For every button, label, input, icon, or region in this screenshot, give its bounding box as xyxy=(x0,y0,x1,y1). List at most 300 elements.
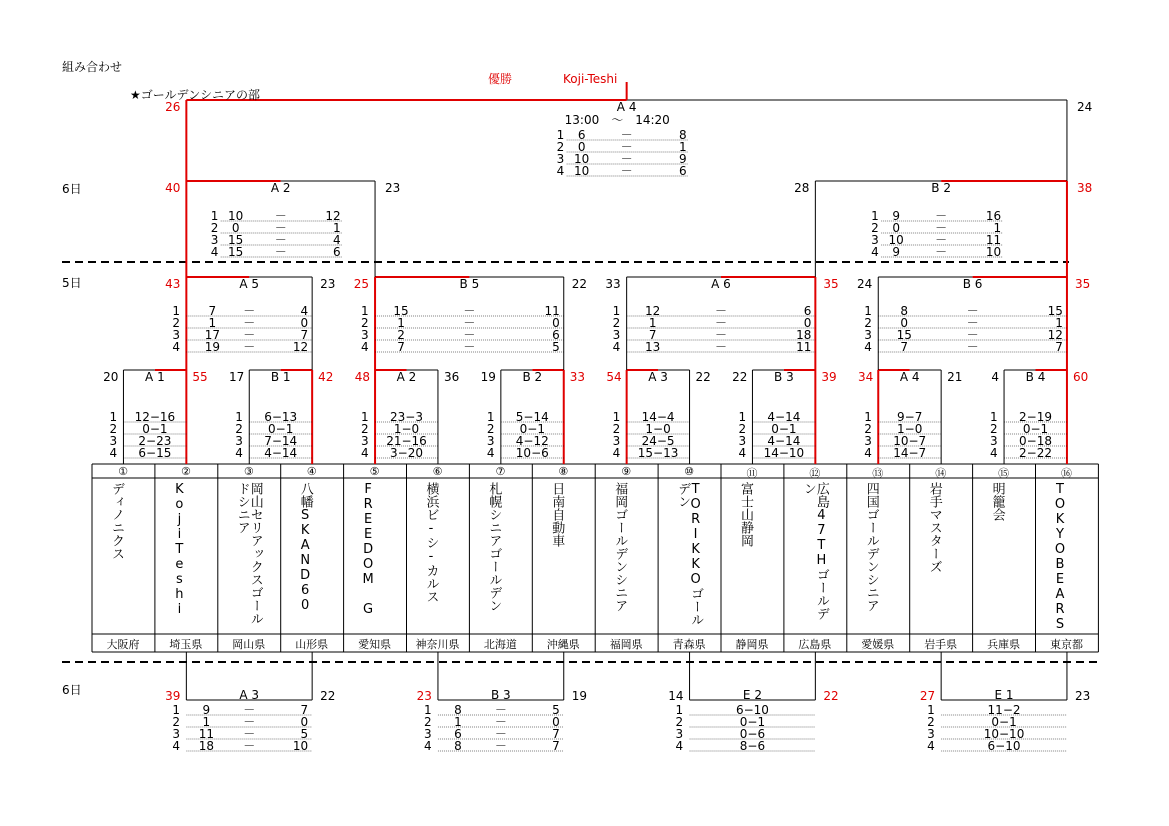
inning-score: 11 xyxy=(985,233,1002,247)
final-score-left: 26 xyxy=(165,100,181,114)
match-label: B 4 xyxy=(1025,370,1046,384)
inning-number: 1 xyxy=(486,410,495,424)
inning-score: 6 xyxy=(454,727,462,741)
team-number: ⑨ xyxy=(621,465,632,478)
inning-dash: － xyxy=(494,715,507,729)
inning-number: 1 xyxy=(612,304,621,318)
inning-number: 3 xyxy=(423,727,432,741)
team-prefecture: 静岡県 xyxy=(735,638,769,651)
inning-score: 1−0 xyxy=(393,422,420,436)
inning-number: 3 xyxy=(235,434,243,448)
inning-score: 6 xyxy=(552,328,560,342)
score-left: 43 xyxy=(165,277,181,291)
inning-score: 8 xyxy=(679,128,687,142)
team-prefecture: 大阪府 xyxy=(106,638,140,651)
inning-number: 1 xyxy=(361,410,369,424)
match-label: B 6 xyxy=(962,277,983,291)
team-prefecture: 青森県 xyxy=(672,638,706,651)
team-prefecture: 沖縄県 xyxy=(546,638,580,651)
inning-score: 0 xyxy=(231,221,240,235)
inning-score: 4−14 xyxy=(767,434,801,448)
inning-score: 10−6 xyxy=(515,446,549,460)
inning-number: 3 xyxy=(990,434,998,448)
score-right: 22 xyxy=(695,370,711,384)
inning-score: 12 xyxy=(325,209,341,223)
match-label: A 2 xyxy=(396,370,417,384)
inning-dash: － xyxy=(243,304,256,318)
inning-score: 12 xyxy=(645,304,661,318)
inning-dash: － xyxy=(620,140,633,154)
inning-number: 2 xyxy=(927,715,935,729)
inning-number: 4 xyxy=(612,446,621,460)
team-name: 岩手マスターズ xyxy=(926,482,942,573)
champion-label: 優勝 xyxy=(488,72,513,86)
inning-score: 15 xyxy=(228,233,244,247)
inning-score: 10 xyxy=(574,164,590,178)
inning-score: 12 xyxy=(292,340,309,354)
score-left: 24 xyxy=(856,277,873,291)
inning-score: 7 xyxy=(552,739,560,753)
team-number: ⑥ xyxy=(432,465,443,478)
inning-dash: － xyxy=(243,715,256,729)
team-number: ⑧ xyxy=(558,465,569,478)
match-label: B 5 xyxy=(459,277,480,291)
inning-number: 2 xyxy=(864,422,872,436)
team-number: ⑩ xyxy=(684,465,695,478)
match-label: A 3 xyxy=(239,688,260,702)
team-number: ① xyxy=(118,465,128,478)
match-label: E 1 xyxy=(994,688,1014,702)
inning-score: 10−7 xyxy=(893,434,927,448)
inning-score: 3−20 xyxy=(390,446,423,460)
inning-score: 1 xyxy=(333,221,341,235)
inning-score: 7 xyxy=(300,703,309,717)
inning-number: 4 xyxy=(486,446,495,460)
inning-score: 5−14 xyxy=(515,410,549,424)
score-right: 39 xyxy=(821,370,837,384)
inning-score: 1 xyxy=(1055,316,1063,330)
score-right: 38 xyxy=(1076,181,1093,195)
team-name: FREEDOM G xyxy=(360,482,376,617)
inning-score: 0−1 xyxy=(519,422,545,436)
division-title: ★ゴールデンシニアの部 xyxy=(130,88,260,102)
score-left: 33 xyxy=(605,277,621,291)
inning-score: 1 xyxy=(648,316,657,330)
inning-number: 3 xyxy=(556,152,565,166)
inning-dash: － xyxy=(274,209,287,223)
inning-score: 11 xyxy=(544,304,560,318)
score-left: 17 xyxy=(228,370,245,384)
inning-number: 4 xyxy=(675,739,684,753)
team-number: ② xyxy=(180,465,191,478)
inning-score: 1 xyxy=(208,316,217,330)
score-left: 39 xyxy=(165,689,181,703)
score-right: 22 xyxy=(823,689,839,703)
inning-dash: － xyxy=(274,221,287,235)
inning-dash: － xyxy=(243,739,256,753)
team-name: 日南自動車 xyxy=(549,482,565,547)
inning-number: 1 xyxy=(109,410,118,424)
team-prefecture: 岡山県 xyxy=(232,638,266,651)
team-prefecture: 北海道 xyxy=(483,638,517,651)
inning-score: 6 xyxy=(577,128,586,142)
inning-number: 1 xyxy=(675,703,684,717)
inning-dash: － xyxy=(715,304,728,318)
team-prefecture: 愛媛県 xyxy=(861,638,895,651)
match-label: A 4 xyxy=(899,370,920,384)
inning-number: 4 xyxy=(864,446,872,460)
inning-score: 2 xyxy=(397,328,405,342)
inning-score: 0 xyxy=(900,316,909,330)
team-name: 札幌シニアゴールデン xyxy=(486,482,502,612)
inning-score: 0−1 xyxy=(991,715,1017,729)
inning-number: 1 xyxy=(612,410,621,424)
score-right: 23 xyxy=(1074,689,1091,703)
inning-score: 12 xyxy=(1047,328,1063,342)
inning-score: 6−13 xyxy=(264,410,298,424)
day-label-5: 5日 xyxy=(62,276,82,290)
inning-score: 15 xyxy=(228,245,244,259)
match-label: E 2 xyxy=(742,688,762,702)
inning-number: 4 xyxy=(556,164,565,178)
inning-number: 2 xyxy=(172,316,180,330)
inning-number: 4 xyxy=(864,340,872,354)
inning-number: 1 xyxy=(556,128,565,142)
match-label: B 3 xyxy=(774,370,794,384)
score-left: 20 xyxy=(103,370,119,384)
team-prefecture: 広島県 xyxy=(798,638,832,651)
final-time: 13:00 ～ 14:20 xyxy=(564,113,670,127)
inning-score: 0−1 xyxy=(142,422,168,436)
day-label-6: 6日 xyxy=(62,182,82,196)
inning-score: 0 xyxy=(552,316,560,330)
inning-score: 2−23 xyxy=(138,434,172,448)
team-name: 横浜ビ-シ-カルス xyxy=(423,482,439,603)
inning-number: 3 xyxy=(864,328,872,342)
team-prefecture: 東京都 xyxy=(1050,638,1083,651)
inning-score: 11−2 xyxy=(987,703,1021,717)
team-number: ④ xyxy=(306,465,317,478)
score-right: 23 xyxy=(320,277,336,291)
inning-number: 2 xyxy=(675,715,684,729)
team-prefecture: 神奈川県 xyxy=(415,638,460,651)
inning-number: 2 xyxy=(612,422,621,436)
inning-score: 0−1 xyxy=(268,422,294,436)
inning-score: 0 xyxy=(803,316,812,330)
inning-number: 1 xyxy=(361,304,369,318)
inning-dash: － xyxy=(935,209,948,223)
inning-dash: － xyxy=(620,164,633,178)
inning-number: 4 xyxy=(172,739,180,753)
team-name: TORIKKOゴールデン xyxy=(675,482,704,626)
inning-score: 10−10 xyxy=(983,727,1025,741)
score-right: 36 xyxy=(443,370,460,384)
inning-score: 2−22 xyxy=(1019,446,1052,460)
inning-dash: － xyxy=(966,340,979,354)
inning-score: 1 xyxy=(679,140,687,154)
inning-score: 6−15 xyxy=(138,446,172,460)
inning-number: 1 xyxy=(738,410,747,424)
inning-score: 10 xyxy=(574,152,590,166)
inning-score: 4 xyxy=(300,304,309,318)
score-right: 42 xyxy=(318,370,334,384)
inning-score: 7 xyxy=(900,340,909,354)
match-label: B 2 xyxy=(931,181,951,195)
score-left: 34 xyxy=(857,370,874,384)
inning-dash: － xyxy=(966,328,979,342)
inning-number: 2 xyxy=(210,221,219,235)
inning-number: 3 xyxy=(172,328,180,342)
score-left: 28 xyxy=(794,181,810,195)
inning-dash: － xyxy=(243,703,256,717)
inning-number: 2 xyxy=(423,715,432,729)
inning-dash: － xyxy=(243,328,256,342)
inning-number: 1 xyxy=(871,209,879,223)
match-label: B 1 xyxy=(270,370,291,384)
inning-number: 4 xyxy=(210,245,219,259)
inning-score: 8 xyxy=(454,703,462,717)
team-number: ⑪ xyxy=(746,467,758,480)
team-name: 明籠会 xyxy=(989,482,1005,521)
match-label: B 2 xyxy=(522,370,543,384)
inning-number: 4 xyxy=(423,739,432,753)
inning-score: 1 xyxy=(397,316,405,330)
inning-score: 4−14 xyxy=(767,410,801,424)
team-name: 福岡ゴールデンシニア xyxy=(612,482,628,612)
score-left: 22 xyxy=(732,370,748,384)
inning-score: 14−4 xyxy=(641,410,675,424)
inning-dash: － xyxy=(243,340,256,354)
inning-score: 19 xyxy=(204,340,220,354)
inning-dash: － xyxy=(463,328,476,342)
inning-number: 2 xyxy=(871,221,879,235)
team-number: ⑤ xyxy=(369,465,380,478)
inning-number: 4 xyxy=(172,340,180,354)
score-right: 23 xyxy=(385,181,401,195)
inning-number: 1 xyxy=(990,410,998,424)
inning-dash: － xyxy=(935,233,948,247)
inning-number: 2 xyxy=(738,422,747,436)
inning-dash: － xyxy=(715,328,728,342)
inning-score: 14−10 xyxy=(763,446,805,460)
inning-score: 9 xyxy=(679,152,687,166)
inning-score: 1−0 xyxy=(645,422,671,436)
score-left: 54 xyxy=(606,370,622,384)
inning-score: 15−13 xyxy=(637,446,679,460)
team-prefecture: 岩手県 xyxy=(924,638,958,651)
inning-score: 0−1 xyxy=(771,422,797,436)
inning-number: 3 xyxy=(361,328,369,342)
inning-score: 15 xyxy=(896,328,912,342)
inning-score: 6 xyxy=(803,304,812,318)
inning-score: 18 xyxy=(198,739,214,753)
score-right: 22 xyxy=(320,689,336,703)
inning-score: 10 xyxy=(888,233,904,247)
inning-score: 0−18 xyxy=(1019,434,1052,448)
inning-score: 8−6 xyxy=(739,739,766,753)
inning-dash: － xyxy=(966,316,979,330)
team-name: 岡山セリアックスゴールドシニア xyxy=(234,482,263,625)
inning-number: 2 xyxy=(361,316,369,330)
inning-score: 14−7 xyxy=(893,446,927,460)
score-right: 19 xyxy=(571,689,588,703)
inning-score: 6 xyxy=(679,164,687,178)
inning-number: 1 xyxy=(172,703,180,717)
team-name: ディノニクス xyxy=(109,482,124,560)
inning-dash: － xyxy=(966,304,979,318)
inning-score: 7 xyxy=(552,727,560,741)
inning-score: 0 xyxy=(552,715,560,729)
team-prefecture: 愛知県 xyxy=(358,638,392,651)
match-label: A 1 xyxy=(145,370,165,384)
team-prefecture: 福岡県 xyxy=(609,638,643,651)
inning-number: 3 xyxy=(675,727,684,741)
score-right: 33 xyxy=(569,370,586,384)
inning-score: 5 xyxy=(552,340,560,354)
score-left: 14 xyxy=(668,689,684,703)
inning-number: 1 xyxy=(864,304,872,318)
inning-dash: － xyxy=(463,340,476,354)
inning-number: 2 xyxy=(864,316,872,330)
inning-score: 0 xyxy=(892,221,900,235)
inning-number: 4 xyxy=(361,446,369,460)
inning-number: 2 xyxy=(612,316,621,330)
inning-score: 4−12 xyxy=(515,434,549,448)
inning-number: 1 xyxy=(423,703,432,717)
score-right: 35 xyxy=(823,277,839,291)
inning-score: 8 xyxy=(454,739,462,753)
inning-score: 1 xyxy=(202,715,211,729)
inning-score: 0−1 xyxy=(1022,422,1049,436)
score-left: 23 xyxy=(416,689,432,703)
inning-score: 0 xyxy=(300,316,309,330)
inning-number: 1 xyxy=(235,410,243,424)
inning-dash: － xyxy=(274,245,287,259)
team-prefecture: 山形県 xyxy=(295,638,329,651)
team-name: TOKYOBEARS xyxy=(1052,482,1068,632)
inning-score: 24−5 xyxy=(641,434,675,448)
inning-number: 3 xyxy=(612,434,621,448)
inning-number: 3 xyxy=(927,727,935,741)
team-prefecture: 埼玉県 xyxy=(169,638,203,651)
team-name: 広島47THゴールデン xyxy=(800,482,829,620)
inning-number: 3 xyxy=(361,434,369,448)
inning-score: 4 xyxy=(333,233,341,247)
score-right: 60 xyxy=(1072,370,1089,384)
inning-score: 5 xyxy=(300,727,309,741)
score-right: 35 xyxy=(1074,277,1091,291)
match-label: B 3 xyxy=(490,688,511,702)
team-name: 富士山静岡 xyxy=(738,482,753,547)
inning-dash: － xyxy=(620,152,633,166)
inning-dash: － xyxy=(274,233,287,247)
team-number: ⑯ xyxy=(1061,467,1072,480)
score-right: 22 xyxy=(571,277,588,291)
inning-number: 4 xyxy=(109,446,118,460)
inning-dash: － xyxy=(243,316,256,330)
inning-score: 7 xyxy=(208,304,217,318)
inning-score: 8 xyxy=(900,304,909,318)
inning-number: 4 xyxy=(871,245,879,259)
inning-number: 2 xyxy=(990,422,998,436)
inning-score: 10 xyxy=(292,739,309,753)
inning-score: 7 xyxy=(1055,340,1063,354)
inning-dash: － xyxy=(494,703,507,717)
inning-score: 9 xyxy=(892,245,900,259)
inning-number: 2 xyxy=(172,715,180,729)
inning-dash: － xyxy=(463,316,476,330)
inning-score: 10 xyxy=(985,245,1002,259)
final-match-label: A 4 xyxy=(616,100,637,114)
team-number: ⑫ xyxy=(809,467,821,480)
final-score-right: 24 xyxy=(1076,100,1093,114)
score-left: 19 xyxy=(480,370,496,384)
match-label: A 5 xyxy=(239,277,260,291)
inning-score: 2−19 xyxy=(1019,410,1052,424)
inning-score: 16 xyxy=(985,209,1002,223)
inning-score: 12−16 xyxy=(134,410,176,424)
team-name: 四国ゴールデンシニア xyxy=(863,482,879,612)
inning-number: 3 xyxy=(871,233,879,247)
inning-dash: － xyxy=(243,727,256,741)
team-number: ⑮ xyxy=(998,467,1010,480)
inning-score: 7 xyxy=(397,340,405,354)
inning-number: 2 xyxy=(235,422,243,436)
team-number: ⑦ xyxy=(495,465,506,478)
inning-score: 21−16 xyxy=(386,434,427,448)
inning-score: 23−3 xyxy=(390,410,423,424)
inning-number: 4 xyxy=(361,340,369,354)
inning-score: 1 xyxy=(993,221,1002,235)
score-left: 48 xyxy=(354,370,371,384)
inning-score: 9−7 xyxy=(897,410,923,424)
inning-number: 2 xyxy=(486,422,495,436)
match-label: A 2 xyxy=(270,181,291,195)
inning-number: 3 xyxy=(486,434,495,448)
match-label: A 3 xyxy=(648,370,668,384)
inning-score: 5 xyxy=(552,703,560,717)
inning-score: 10 xyxy=(228,209,244,223)
score-right: 55 xyxy=(192,370,208,384)
inning-score: 6 xyxy=(333,245,341,259)
inning-number: 4 xyxy=(738,446,747,460)
inning-score: 0 xyxy=(300,715,309,729)
inning-number: 3 xyxy=(172,727,180,741)
inning-score: 0 xyxy=(577,140,586,154)
inning-score: 17 xyxy=(204,328,220,342)
team-name: 八幡SKAND60 xyxy=(297,482,313,613)
inning-number: 2 xyxy=(361,422,369,436)
inning-number: 2 xyxy=(556,140,565,154)
inning-score: 11 xyxy=(796,340,812,354)
match-label: A 6 xyxy=(711,277,731,291)
inning-number: 1 xyxy=(172,304,180,318)
inning-score: 4−14 xyxy=(264,446,298,460)
inning-number: 4 xyxy=(990,446,998,460)
inning-score: 7−14 xyxy=(264,434,298,448)
inning-score: 0−6 xyxy=(739,727,766,741)
inning-dash: － xyxy=(715,340,728,354)
team-number: ⑭ xyxy=(935,467,947,480)
day-label-6-bottom: 6日 xyxy=(62,683,82,697)
inning-score: 13 xyxy=(645,340,661,354)
inning-number: 3 xyxy=(864,434,872,448)
inning-score: 1 xyxy=(454,715,462,729)
inning-score: 1−0 xyxy=(897,422,923,436)
inning-number: 4 xyxy=(927,739,935,753)
inning-number: 4 xyxy=(235,446,243,460)
champion-name: Koji-Teshi xyxy=(563,72,618,86)
